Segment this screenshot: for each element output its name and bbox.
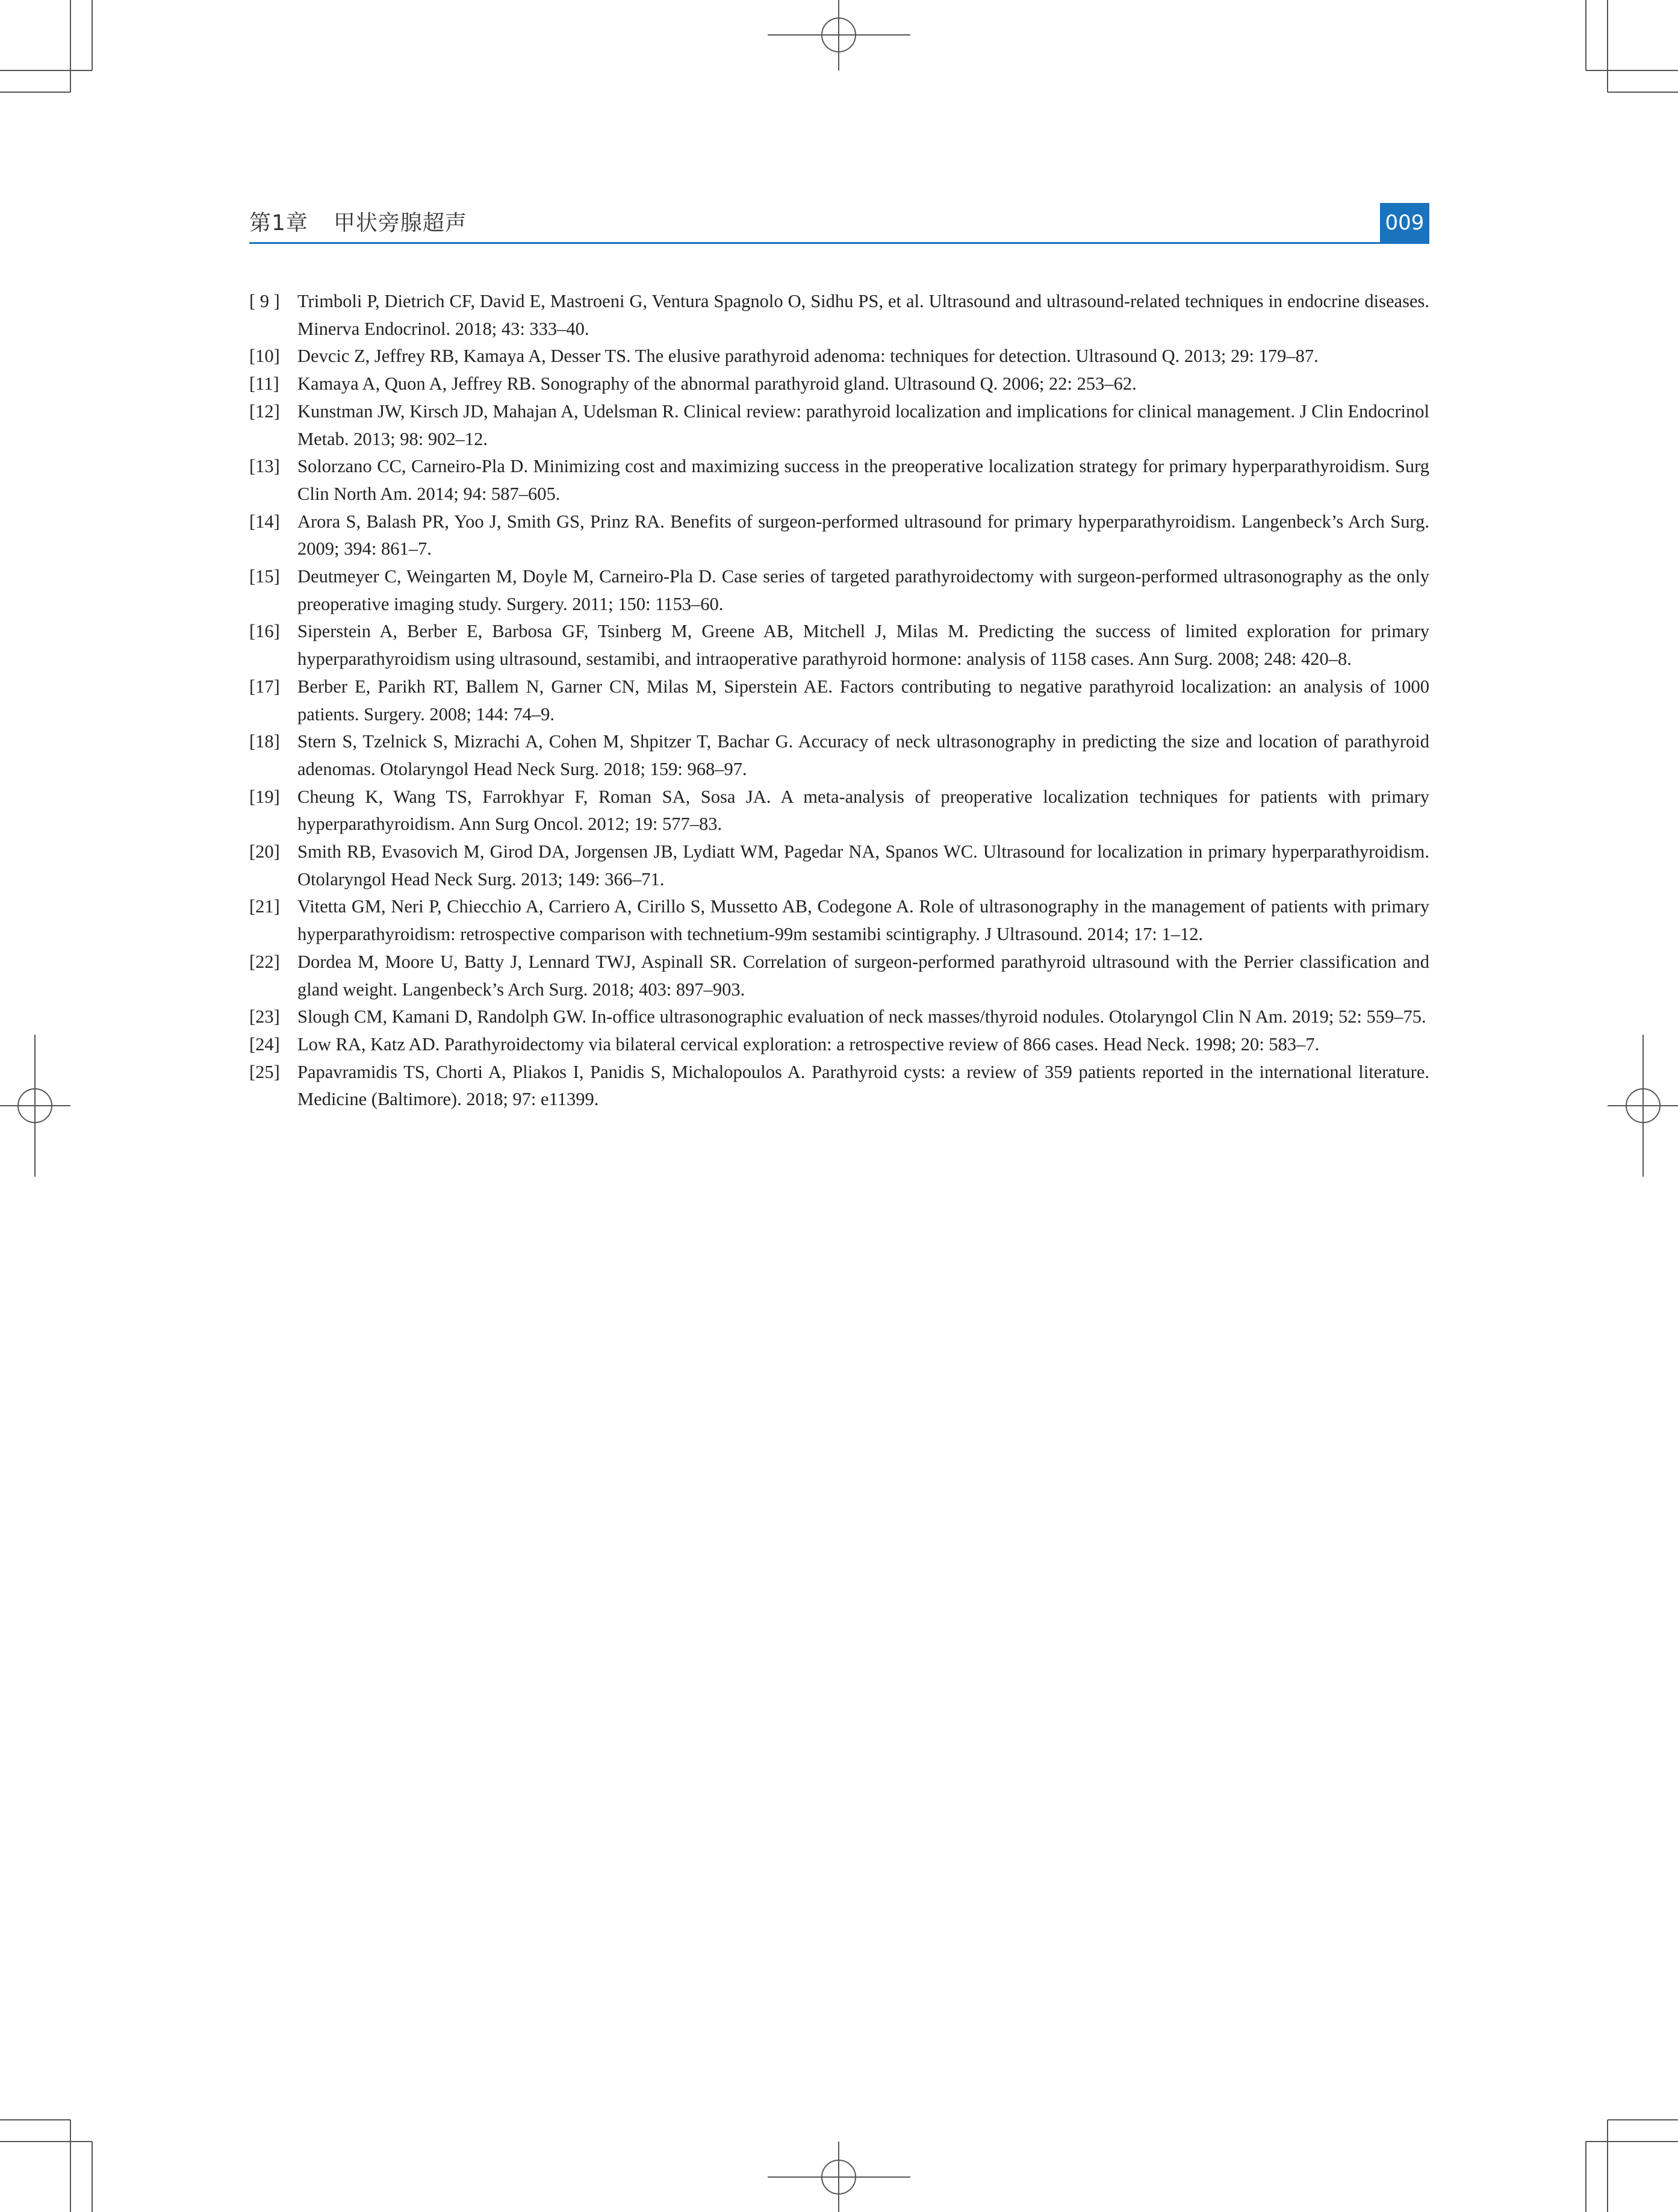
reference-item: [249, 728, 1429, 783]
reference-number: [11]: [249, 373, 279, 394]
chapter-label: 第1章: [249, 211, 308, 235]
reference-number: [13]: [249, 456, 280, 477]
reference-number: [16]: [249, 621, 280, 642]
reference-number: [18]: [249, 731, 280, 752]
reference-text: Low RA, Katz AD. Parathyroidectomy via bilateral cervical exploration: a retrospective review of 866 cases. Head Neck. 1998; 20: 583–7.: [297, 1033, 1320, 1055]
reference-text: Solorzano CC, Carneiro-Pla D. Minimizing cost and maximizing success in the preoperative localization strategy for primary hyperparathyroidism. Surg Clin North Am. 2014; 94: 587–605.: [297, 456, 1429, 504]
reference-text: Papavramidis TS, Chorti A, Pliakos I, Panidis S, Michalopoulos A. Parathyroid cysts: a review of 359 patients reported in the international literature. Medicine (Baltimore). 2018; 97: e11399.: [297, 1061, 1429, 1110]
reference-item: [249, 784, 1429, 838]
reference-number: [15]: [249, 566, 280, 587]
reference-item: [249, 1003, 1429, 1031]
reference-text: Stern S, Tzelnick S, Mizrachi A, Cohen M, Shpitzer T, Bachar G. Accuracy of neck ultrasonography in predicting the size and location of parathyroid adenomas. Otolaryngol Head Neck Surg. 2018; 159: 968–97.: [297, 731, 1429, 779]
reference-item: [249, 673, 1429, 728]
reference-item: [249, 893, 1429, 948]
reference-number: [17]: [249, 676, 280, 697]
reference-item: [249, 370, 1429, 398]
reference-text: Siperstein A, Berber E, Barbosa GF, Tsinberg M, Greene AB, Mitchell J, Milas M. Predicting the success of limited exploration for primary hyperparathyroidism using ultrasound, sestamibi, and intraoperative parathyroid hormone: analysis of 1158 cases. Ann Surg. 2008; 248: 420–8.: [297, 621, 1429, 670]
reference-text: Smith RB, Evasovich M, Girod DA, Jorgensen JB, Lydiatt WM, Pagedar NA, Spanos WC. Ultrasound for localization in primary hyperparathyroidism. Otolaryngol Head Neck Surg. 2013; 149: 366–71.: [297, 841, 1429, 889]
reference-text: Dordea M, Moore U, Batty J, Lennard TWJ, Aspinall SR. Correlation of surgeon-performed parathyroid ultrasound with the Perrier classification and gland weight. Langenbeck’s Arch Surg. 2018; 403: 897–903.: [297, 951, 1429, 1000]
reference-item: [249, 838, 1429, 893]
reference-text: Devcic Z, Jeffrey RB, Kamaya A, Desser TS. The elusive parathyroid adenoma: techniques for detection. Ultrasound Q. 2013; 29: 179–87.: [297, 346, 1319, 367]
reference-text: Berber E, Parikh RT, Ballem N, Garner CN, Milas M, Siperstein AE. Factors contributing to negative parathyroid localization: an analysis of 1000 patients. Surgery. 2008; 144: 74–9.: [297, 676, 1429, 724]
reference-item: [249, 398, 1429, 453]
reference-list: [249, 288, 1429, 1114]
reference-item: [249, 508, 1429, 563]
reference-text: Vitetta GM, Neri P, Chiecchio A, Carriero A, Cirillo S, Mussetto AB, Codegone A. Role of ultrasonography in the management of patients with primary hyperparathyroidism: retrospective comparison with technetium-99m sestamibi scintigraphy. J Ultrasound. 2014; 17: 1–12.: [297, 896, 1429, 945]
reference-text: Cheung K, Wang TS, Farrokhyar F, Roman SA, Sosa JA. A meta-analysis of preoperative localization techniques for patients with primary hyperparathyroidism. Ann Surg Oncol. 2012; 19: 577–83.: [297, 786, 1429, 835]
reference-number: [12]: [249, 400, 280, 422]
reference-item: [249, 563, 1429, 618]
running-header: [249, 204, 1429, 244]
reference-text: Trimboli P, Dietrich CF, David E, Mastroeni G, Ventura Spagnolo O, Sidhu PS, et al. Ultrasound and ultrasound-related techniques in endocrine diseases. Minerva Endocrinol. 2018; 43: 333–40.: [297, 291, 1429, 339]
reference-number: [23]: [249, 1006, 280, 1027]
reference-item: [249, 288, 1429, 343]
reference-number: [21]: [249, 896, 280, 917]
reference-text: Deutmeyer C, Weingarten M, Doyle M, Carneiro-Pla D. Case series of targeted parathyroidectomy with surgeon-performed ultrasonography as the only preoperative imaging study. Surgery. 2011; 150: 1153–60.: [297, 566, 1429, 614]
reference-text: Kamaya A, Quon A, Jeffrey RB. Sonography of the abnormal parathyroid gland. Ultrasound Q. 2006; 22: 253–62.: [297, 373, 1137, 394]
reference-number: [20]: [249, 841, 280, 862]
reference-item: [249, 1059, 1429, 1114]
reference-item: [249, 618, 1429, 673]
reference-number: [19]: [249, 786, 280, 807]
reference-number: [25]: [249, 1061, 280, 1082]
page-number: 009: [1380, 203, 1429, 242]
reference-number: [14]: [249, 511, 280, 532]
reference-number: [22]: [249, 951, 280, 972]
reference-text: Arora S, Balash PR, Yoo J, Smith GS, Prinz RA. Benefits of surgeon-performed ultrasound for primary hyperparathyroidism. Langenbeck’s Arch Surg. 2009; 394: 861–7.: [297, 511, 1429, 559]
reference-number: [24]: [249, 1033, 280, 1055]
reference-text: Slough CM, Kamani D, Randolph GW. In-office ultrasonographic evaluation of neck masses/thyroid nodules. Otolaryngol Clin N Am. 2019; 52: 559–75.: [297, 1006, 1426, 1027]
reference-item: [249, 949, 1429, 1003]
reference-number: [10]: [249, 346, 280, 367]
reference-item: [249, 453, 1429, 508]
reference-text: Kunstman JW, Kirsch JD, Mahajan A, Udelsman R. Clinical review: parathyroid localization and implications for clinical management. J Clin Endocrinol Metab. 2013; 98: 902–12.: [297, 400, 1429, 449]
reference-number: [ 9 ]: [249, 291, 280, 311]
reference-item: [249, 343, 1429, 370]
chapter-title: 甲状旁腺超声: [333, 211, 467, 235]
chapter-heading: [249, 206, 467, 237]
reference-item: [249, 1031, 1429, 1059]
